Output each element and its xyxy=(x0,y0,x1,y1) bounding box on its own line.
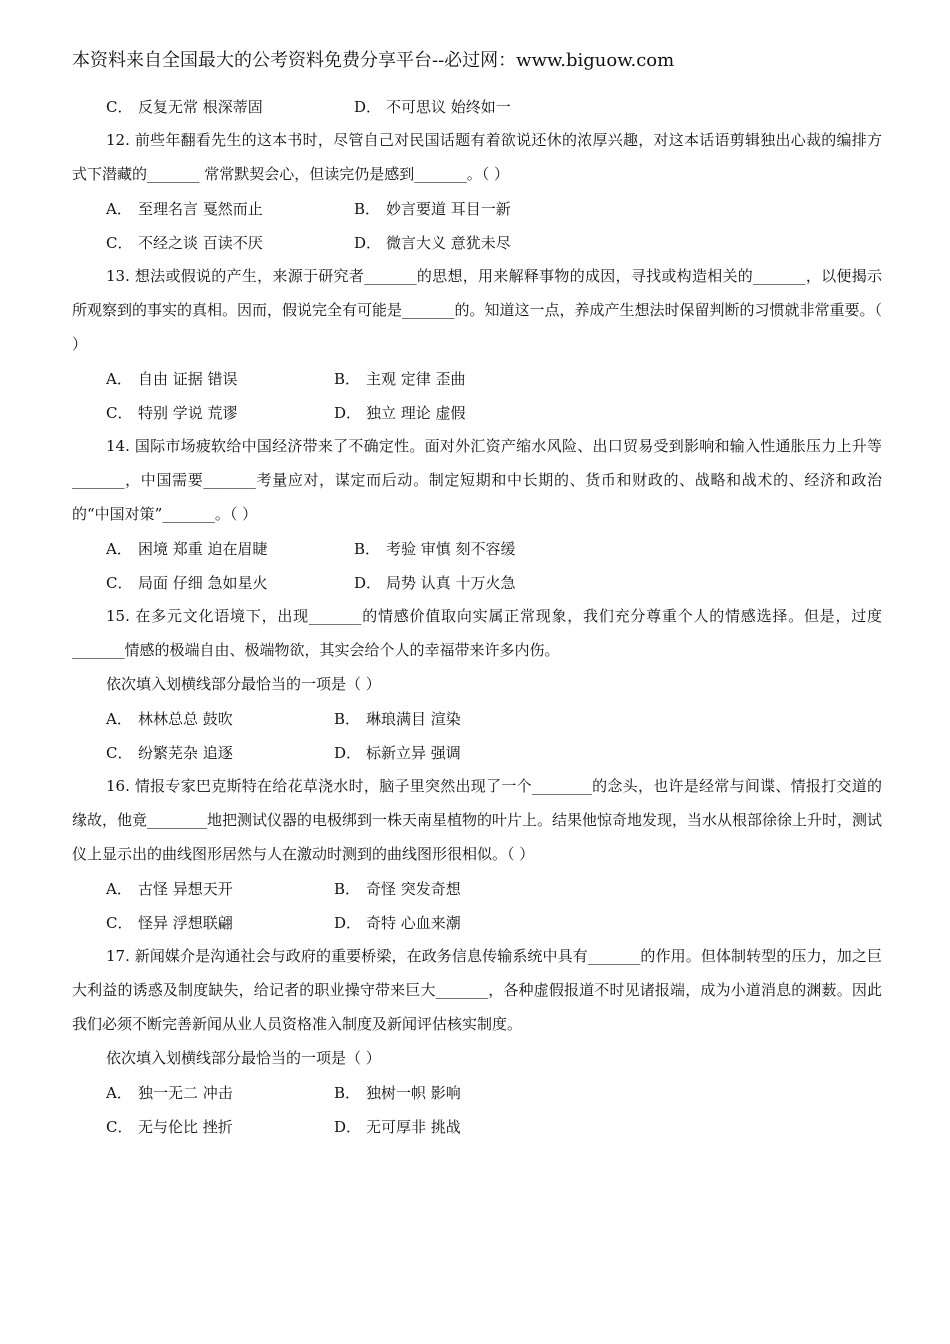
options-row xyxy=(72,735,882,769)
option-text: 特别 学说 荒谬 xyxy=(138,403,238,422)
prev-question-options xyxy=(72,89,882,123)
option-text: 不可思议 始终如一 xyxy=(386,97,511,116)
option-letter: A． xyxy=(106,709,132,728)
option-text: 琳琅满目 渲染 xyxy=(366,709,461,728)
option-a xyxy=(106,538,354,559)
document-body xyxy=(72,89,882,1143)
options-row xyxy=(72,1075,882,1109)
option-c xyxy=(106,1116,334,1137)
option-letter: D． xyxy=(354,573,382,592)
options-row xyxy=(72,395,882,429)
option-b xyxy=(354,198,511,219)
options-row xyxy=(72,531,882,565)
option-a xyxy=(106,1082,334,1103)
options-row xyxy=(72,225,882,259)
option-text: 至理名言 戛然而止 xyxy=(138,199,263,218)
option-d xyxy=(334,742,461,763)
option-letter: C． xyxy=(106,1117,133,1136)
options-row xyxy=(72,361,882,395)
option-text: 独树一帜 影响 xyxy=(366,1083,461,1102)
option-letter: B． xyxy=(334,709,361,728)
question-stem: 12. 前些年翻看先生的这本书时，尽管自己对民国话题有着欲说还休的浓厚兴趣，对这本话语剪辑独出心裁的编排方式下潜藏的_______ 常常默契会心，但读完仍是感到_______。（ ） xyxy=(72,131,882,183)
option-text: 怪异 浮想联翩 xyxy=(138,913,233,932)
question-stem: 14. 国际市场疲软给中国经济带来了不确定性。面对外汇资产缩水风险、出口贸易受到影响和输入性通胀压力上升等_______，中国需要_______考量应对，谋定而后动。制定短期和中长期的、货币和财政的、战略和战术的、经济和政治的“中国对策”_______。（ ） xyxy=(72,437,882,523)
option-text: 奇怪 突发奇想 xyxy=(366,879,461,898)
option-c xyxy=(106,572,354,593)
option-text: 标新立异 强调 xyxy=(366,743,461,762)
question-stem: 17. 新闻媒介是沟通社会与政府的重要桥梁，在政务信息传输系统中具有_______的作用。但体制转型的压力，加之巨大利益的诱惑及制度缺失，给记者的职业操守带来巨大_______，各种虚假报道不时见诸报端，成为小道消息的渊薮。因此我们必须不断完善新闻从业人员资格准入制度及新闻评估核实制度。 xyxy=(72,947,882,1033)
option-letter: C． xyxy=(106,97,133,116)
option-letter: A． xyxy=(106,199,132,218)
option-b xyxy=(334,1082,461,1103)
option-text: 考验 审慎 刻不容缓 xyxy=(386,539,516,558)
option-c xyxy=(106,402,334,423)
option-d xyxy=(354,96,511,117)
option-letter: D． xyxy=(354,233,382,252)
question-16 xyxy=(72,769,882,939)
option-letter: D． xyxy=(334,913,362,932)
option-text: 局势 认真 十万火急 xyxy=(386,573,516,592)
question-13 xyxy=(72,259,882,429)
question-stem: 16. 情报专家巴克斯特在给花草浇水时，脑子里突然出现了一个________的念头，也许是经常与间谍、情报打交道的缘故，他竟________地把测试仪器的电极绑到一株天南星植物的叶片上。结果他惊奇地发现，当水从根部徐徐上升时，测试仪上显示出的曲线图形居然与人在激动时测到的曲线图形很相似。（ ） xyxy=(72,777,883,863)
option-text: 局面 仔细 急如星火 xyxy=(138,573,268,592)
option-c xyxy=(106,912,334,933)
option-letter: C． xyxy=(106,233,133,252)
option-b xyxy=(334,368,466,389)
option-b xyxy=(354,538,516,559)
option-text: 无可厚非 挑战 xyxy=(366,1117,461,1136)
option-b xyxy=(334,708,461,729)
options-row xyxy=(72,1109,882,1143)
question-17 xyxy=(72,939,882,1143)
question-stem: 13. 想法或假说的产生，来源于研究者_______的思想，用来解释事物的成因，寻找或构造相关的_______，以便揭示所观察到的事实的真相。因而，假说完全有可能是_______的。知道这一点，养成产生想法时保留判断的习惯就非常重要。（ ） xyxy=(72,267,883,353)
option-letter: A． xyxy=(106,369,132,388)
option-letter: C． xyxy=(106,573,133,592)
option-text: 微言大义 意犹未尽 xyxy=(386,233,511,252)
option-text: 妙言要道 耳目一新 xyxy=(386,199,511,218)
option-c xyxy=(106,96,354,117)
options-row xyxy=(72,871,882,905)
option-letter: B． xyxy=(354,539,381,558)
page-header: 本资料来自全国最大的公考资料免费分享平台--必过网：www.biguow.com xyxy=(72,50,675,71)
option-letter: C． xyxy=(106,743,133,762)
question-prompt: 依次填入划横线部分最恰当的一项是（ ） xyxy=(106,1049,381,1067)
option-text: 困境 郑重 迫在眉睫 xyxy=(138,539,268,558)
option-text: 主观 定律 歪曲 xyxy=(366,369,466,388)
option-text: 反复无常 根深蒂固 xyxy=(138,97,263,116)
question-prompt: 依次填入划横线部分最恰当的一项是（ ） xyxy=(106,675,381,693)
option-text: 古怪 异想天开 xyxy=(138,879,233,898)
option-b xyxy=(334,878,461,899)
option-letter: B． xyxy=(334,1083,361,1102)
option-text: 自由 证据 错误 xyxy=(138,369,238,388)
question-12 xyxy=(72,123,882,259)
option-text: 纷繁芜杂 追逐 xyxy=(138,743,233,762)
option-letter: A． xyxy=(106,1083,132,1102)
option-text: 奇特 心血来潮 xyxy=(366,913,461,932)
option-letter: B． xyxy=(334,879,361,898)
option-text: 独立 理论 虚假 xyxy=(366,403,466,422)
option-letter: D． xyxy=(334,1117,362,1136)
options-row xyxy=(72,905,882,939)
option-letter: A． xyxy=(106,879,132,898)
question-15 xyxy=(72,599,882,769)
option-text: 独一无二 冲击 xyxy=(138,1083,233,1102)
option-d xyxy=(354,232,511,253)
option-a xyxy=(106,708,334,729)
option-letter: A． xyxy=(106,539,132,558)
option-a xyxy=(106,368,334,389)
option-letter: D． xyxy=(354,97,382,116)
option-d xyxy=(334,402,466,423)
option-letter: B． xyxy=(334,369,361,388)
option-d xyxy=(334,912,461,933)
question-stem: 15. 在多元文化语境下，出现_______的情感价值取向实属正常现象，我们充分尊重个人的情感选择。但是，过度_______情感的极端自由、极端物欲，其实会给个人的幸福带来许多内伤。 xyxy=(72,607,882,659)
option-c xyxy=(106,742,334,763)
option-a xyxy=(106,198,354,219)
option-c xyxy=(106,232,354,253)
options-row xyxy=(72,701,882,735)
option-letter: C． xyxy=(106,403,133,422)
options-row xyxy=(72,565,882,599)
option-text: 无与伦比 挫折 xyxy=(138,1117,233,1136)
option-letter: B． xyxy=(354,199,381,218)
option-text: 林林总总 鼓吹 xyxy=(138,709,233,728)
option-letter: D． xyxy=(334,403,362,422)
question-14 xyxy=(72,429,882,599)
option-d xyxy=(354,572,516,593)
option-text: 不经之谈 百读不厌 xyxy=(138,233,263,252)
options-row xyxy=(72,191,882,225)
option-letter: C． xyxy=(106,913,133,932)
option-d xyxy=(334,1116,461,1137)
option-a xyxy=(106,878,334,899)
option-letter: D． xyxy=(334,743,362,762)
